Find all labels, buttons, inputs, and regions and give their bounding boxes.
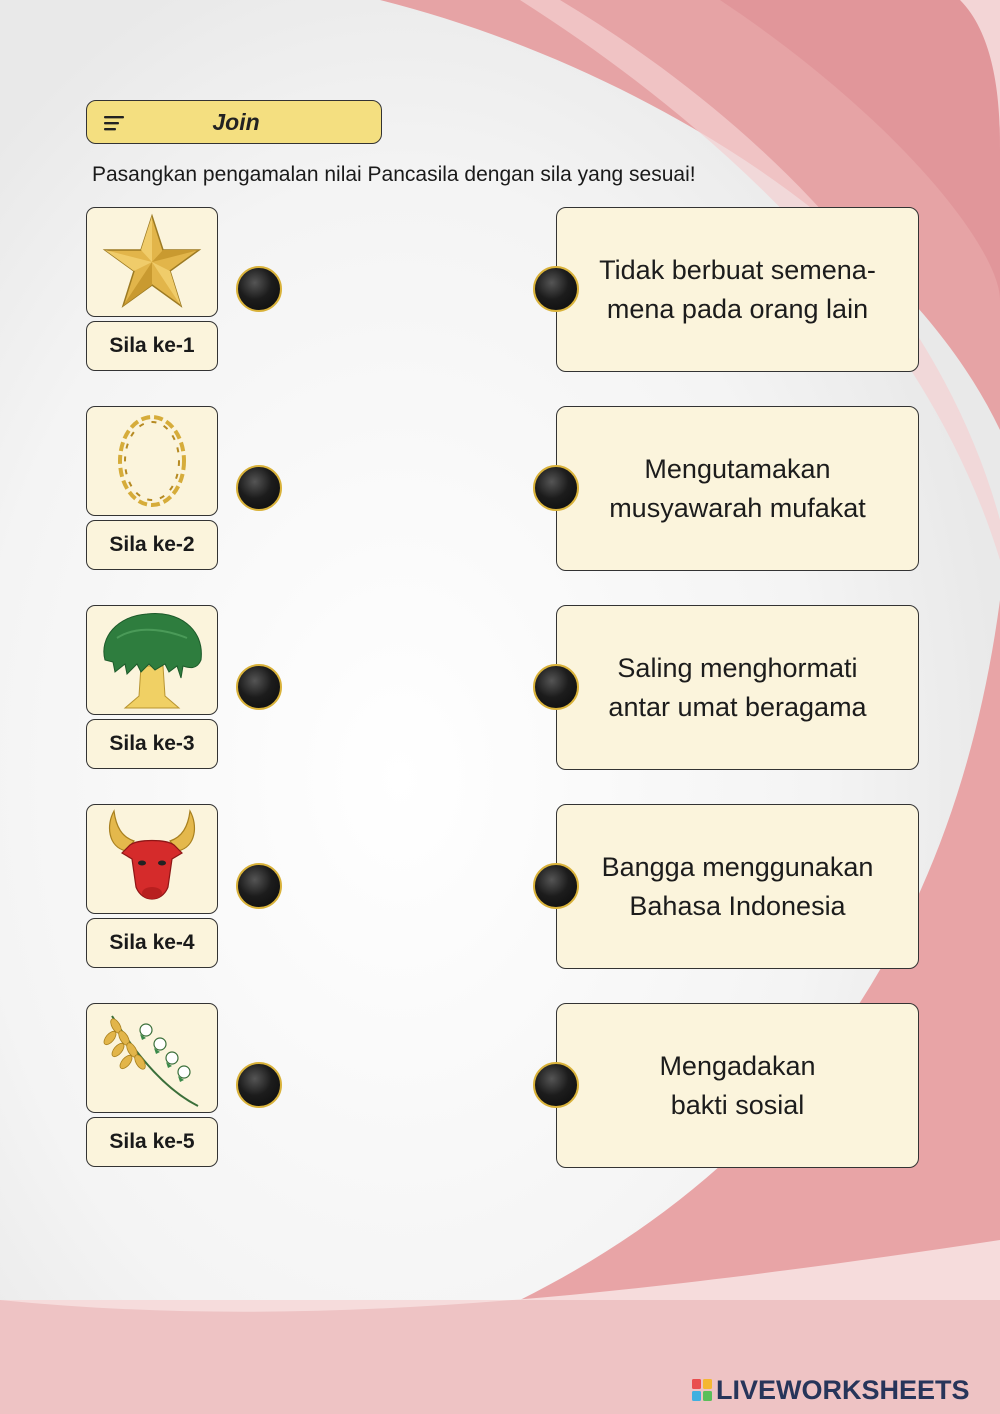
statement-text: Bangga menggunakan Bahasa Indonesia bbox=[601, 851, 874, 921]
instruction-text: Pasangkan pengamalan nilai Pancasila dengan sila yang sesuai! bbox=[92, 163, 696, 186]
sila-icon-card bbox=[86, 605, 218, 715]
connector-dot-right[interactable] bbox=[533, 465, 579, 511]
star-icon bbox=[100, 212, 204, 312]
connector-dot-left[interactable] bbox=[236, 465, 282, 511]
bull-head-icon bbox=[102, 807, 202, 911]
statement-text: Mengadakan bakti sosial bbox=[659, 1050, 816, 1120]
match-row bbox=[0, 406, 1000, 572]
connector-dot-left[interactable] bbox=[236, 1062, 282, 1108]
liveworksheets-logo-icon bbox=[692, 1379, 712, 1401]
statement-card bbox=[556, 804, 919, 969]
sila-icon-card bbox=[86, 804, 218, 914]
sila-label: Sila ke-1 bbox=[86, 321, 218, 371]
liveworksheets-logo[interactable] bbox=[692, 1374, 970, 1406]
sila-icon-card bbox=[86, 406, 218, 516]
connector-dot-right[interactable] bbox=[533, 266, 579, 312]
chain-icon bbox=[107, 411, 197, 511]
statement-text: Mengutamakan musyawarah mufakat bbox=[609, 453, 866, 523]
statement-text: Saling menghormati antar umat beragama bbox=[608, 652, 867, 722]
connector-dot-left[interactable] bbox=[236, 863, 282, 909]
sila-label: Sila ke-5 bbox=[86, 1117, 218, 1167]
sila-icon-card bbox=[86, 1003, 218, 1113]
statement-card bbox=[556, 406, 919, 571]
sila-label: Sila ke-2 bbox=[86, 520, 218, 570]
match-row bbox=[0, 207, 1000, 373]
tab-label: Join bbox=[212, 109, 260, 135]
match-row bbox=[0, 605, 1000, 771]
match-row bbox=[0, 804, 1000, 970]
connector-dot-right[interactable] bbox=[533, 664, 579, 710]
statement-card bbox=[556, 207, 919, 372]
join-tab[interactable] bbox=[86, 100, 382, 144]
connector-dot-right[interactable] bbox=[533, 863, 579, 909]
brand-name: LIVEWORKSHEETS bbox=[716, 1374, 970, 1405]
match-row bbox=[0, 1003, 1000, 1169]
statement-card bbox=[556, 605, 919, 770]
connector-dot-left[interactable] bbox=[236, 266, 282, 312]
sila-icon-card bbox=[86, 207, 218, 317]
statement-text: Tidak berbuat semena- mena pada orang lain bbox=[599, 254, 876, 324]
sila-label: Sila ke-4 bbox=[86, 918, 218, 968]
connector-dot-left[interactable] bbox=[236, 664, 282, 710]
statement-card bbox=[556, 1003, 919, 1168]
banyan-tree-icon bbox=[97, 608, 207, 712]
connector-dot-right[interactable] bbox=[533, 1062, 579, 1108]
rice-cotton-icon bbox=[102, 1008, 202, 1108]
sila-label: Sila ke-3 bbox=[86, 719, 218, 769]
